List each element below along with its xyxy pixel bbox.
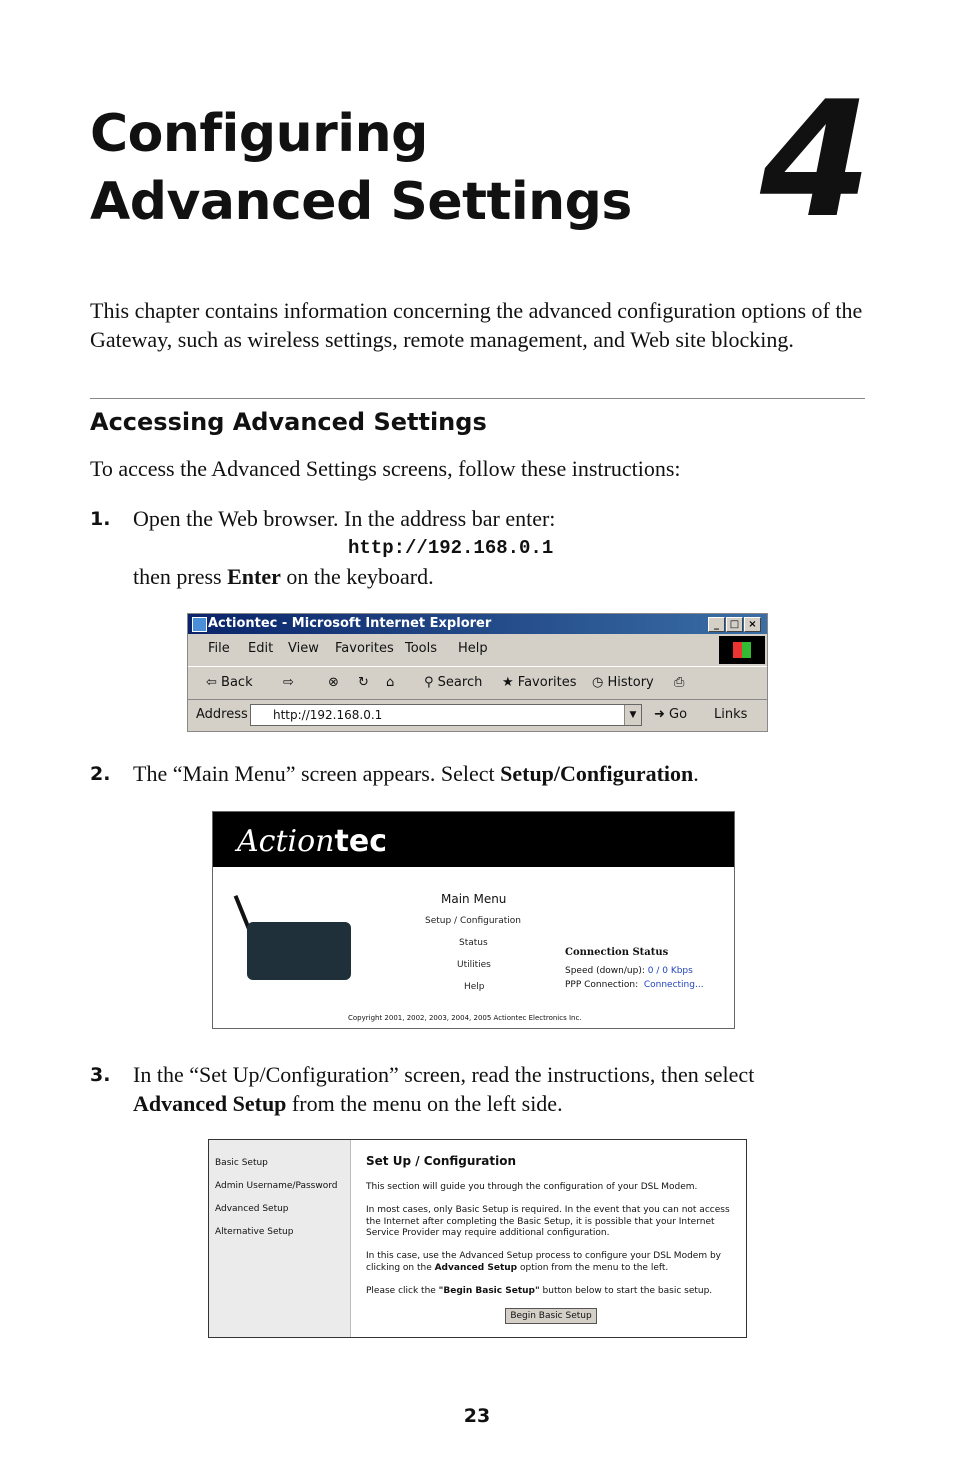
back-label: Back: [221, 675, 253, 690]
main-menu-header: [213, 812, 734, 867]
step-2-text: [133, 759, 699, 788]
chapter-title-line2: Advanced Settings: [90, 172, 632, 232]
begin-basic-setup-button[interactable]: Begin Basic Setup: [505, 1308, 597, 1324]
link-setup-configuration[interactable]: Setup / Configuration: [425, 916, 521, 926]
main-menu-title: Main Menu: [441, 892, 507, 906]
section-heading: Accessing Advanced Settings: [90, 408, 487, 436]
setup-p4-bold: "Begin Basic Setup": [438, 1286, 540, 1296]
address-bar: [188, 700, 767, 730]
step-3-text: [133, 1060, 833, 1118]
speed-value: 0 / 0 Kbps: [647, 966, 693, 976]
main-menu-screenshot: [212, 811, 735, 1029]
step-3-bold: Advanced Setup: [133, 1091, 287, 1116]
chapter-title: [90, 100, 632, 236]
close-icon[interactable]: ×: [744, 617, 761, 632]
menu-favorites[interactable]: Favorites: [335, 641, 394, 656]
step-1-text-b-pre: then press: [133, 564, 228, 589]
setup-paragraph-3: [366, 1251, 741, 1274]
setup-screenshot: [208, 1139, 747, 1338]
setup-sidebar: [209, 1140, 351, 1337]
go-button[interactable]: [654, 700, 687, 730]
menu-tools[interactable]: Tools: [405, 641, 438, 656]
setup-paragraph-2: In most cases, only Basic Setup is required. In the event that you can not access the Internet after completing the Basic Setup, it is possible that your Internet Service Provider may require additional configuration.: [366, 1205, 730, 1238]
sidebar-item-alternative-setup[interactable]: Alternative Setup: [215, 1227, 294, 1237]
search-button[interactable]: [424, 667, 482, 699]
links-button[interactable]: Links: [714, 707, 748, 722]
step-1-text-b: [133, 562, 434, 591]
go-arrow-icon: ➜: [654, 707, 665, 722]
step-2-text-pre: The “Main Menu” screen appears. Select: [133, 761, 501, 786]
logo-brand: Action: [237, 824, 335, 859]
maximize-icon[interactable]: □: [726, 617, 743, 632]
sidebar-item-admin[interactable]: Admin Username/Password: [215, 1181, 338, 1191]
step-2-number: 2.: [90, 763, 111, 785]
favorites-label: Favorites: [517, 675, 577, 690]
sidebar-item-basic-setup[interactable]: Basic Setup: [215, 1158, 268, 1168]
step-1-url: http://192.168.0.1: [348, 537, 554, 559]
address-input[interactable]: [250, 704, 642, 726]
search-icon: ⚲: [424, 675, 434, 690]
address-dropdown-icon[interactable]: ▼: [624, 705, 641, 725]
forward-arrow-icon[interactable]: ⇨: [283, 675, 294, 690]
print-icon[interactable]: ⎙: [674, 675, 685, 690]
ie-icon: [192, 617, 207, 632]
section-divider: [90, 398, 865, 399]
refresh-icon[interactable]: ↻: [358, 675, 369, 690]
step-1-text-b-post: on the keyboard.: [280, 564, 434, 589]
menu-view[interactable]: View: [288, 641, 319, 656]
speed-label: Speed (down/up):: [565, 966, 645, 976]
browser-toolbar: [188, 666, 767, 700]
back-button[interactable]: [206, 667, 253, 699]
section-lead: To access the Advanced Settings screens, follow these instructions:: [90, 456, 681, 481]
step-2-text-post: .: [693, 761, 699, 786]
step-3-number: 3.: [90, 1064, 111, 1086]
ppp-label: PPP Connection:: [565, 980, 639, 990]
sidebar-item-advanced-setup[interactable]: Advanced Setup: [215, 1204, 289, 1214]
setup-p3-bold: Advanced Setup: [434, 1262, 518, 1273]
browser-menubar: [188, 636, 718, 662]
link-status[interactable]: Status: [459, 938, 488, 948]
main-menu-copyright: Copyright 2001, 2002, 2003, 2004, 2005 Actiontec Electronics Inc.: [348, 1014, 582, 1022]
step-3-line1: In the “Set Up/Configuration” screen, read the instructions, then select: [133, 1062, 755, 1087]
chapter-intro: This chapter contains information concerning the advanced configuration options of the Gateway, such as wireless settings, remote management, and Web site blocking.: [90, 298, 863, 352]
actiontec-logo: [237, 824, 387, 859]
link-help[interactable]: Help: [464, 982, 485, 992]
link-utilities[interactable]: Utilities: [457, 960, 491, 970]
setup-p3-pre: In this case, use the Advanced Setup process to configure your DSL Modem by clicking on the: [366, 1251, 721, 1273]
step-1-number: 1.: [90, 508, 111, 530]
setup-p4-post: button below to start the basic setup.: [539, 1286, 713, 1296]
menu-file[interactable]: File: [208, 641, 230, 656]
browser-screenshot: [187, 613, 768, 732]
go-label: Go: [669, 707, 688, 722]
back-arrow-icon: ⇦: [206, 675, 217, 690]
chapter-number: 4: [760, 66, 872, 253]
setup-p4-pre: Please click the: [366, 1286, 439, 1296]
chapter-title-line1: Configuring: [90, 104, 428, 164]
menu-edit[interactable]: Edit: [248, 641, 274, 656]
favorites-icon: ★: [502, 675, 514, 690]
step-1-text: Open the Web browser. In the address bar enter:: [133, 506, 556, 531]
windows-logo-icon: [719, 636, 765, 664]
address-label: Address: [196, 707, 248, 722]
ppp-value: Connecting...: [643, 980, 704, 990]
connection-status-title: Connection Status: [565, 947, 669, 958]
setup-paragraph-4: [366, 1286, 741, 1298]
home-icon[interactable]: ⌂: [386, 675, 395, 690]
step-1-enter-key: Enter: [227, 564, 281, 589]
ppp-row: [565, 980, 704, 990]
stop-icon[interactable]: ⊗: [328, 675, 339, 690]
search-label: Search: [437, 675, 483, 690]
history-label: History: [607, 675, 654, 690]
history-button[interactable]: [592, 667, 654, 699]
step-2-bold: Setup/Configuration: [500, 761, 694, 786]
page-number: 23: [463, 1405, 491, 1427]
step-3-line2: [133, 1089, 833, 1118]
browser-title: Actiontec - Microsoft Internet Explorer: [208, 616, 492, 631]
modem-image: [247, 922, 351, 980]
setup-paragraph-1: This section will guide you through the configuration of your DSL Modem.: [366, 1182, 698, 1192]
step-3-text-post: from the menu on the left side.: [286, 1091, 563, 1116]
setup-title: Set Up / Configuration: [366, 1154, 517, 1168]
favorites-button[interactable]: [502, 667, 577, 699]
speed-row: [565, 966, 693, 976]
minimize-icon[interactable]: _: [708, 617, 725, 632]
address-value: http://192.168.0.1: [273, 708, 383, 722]
history-icon: ◷: [592, 675, 604, 690]
browser-titlebar: [188, 614, 767, 634]
logo-brand-suffix: tec: [334, 824, 387, 859]
menu-help[interactable]: Help: [458, 641, 488, 656]
setup-p3-post: option from the menu to the left.: [517, 1262, 669, 1273]
